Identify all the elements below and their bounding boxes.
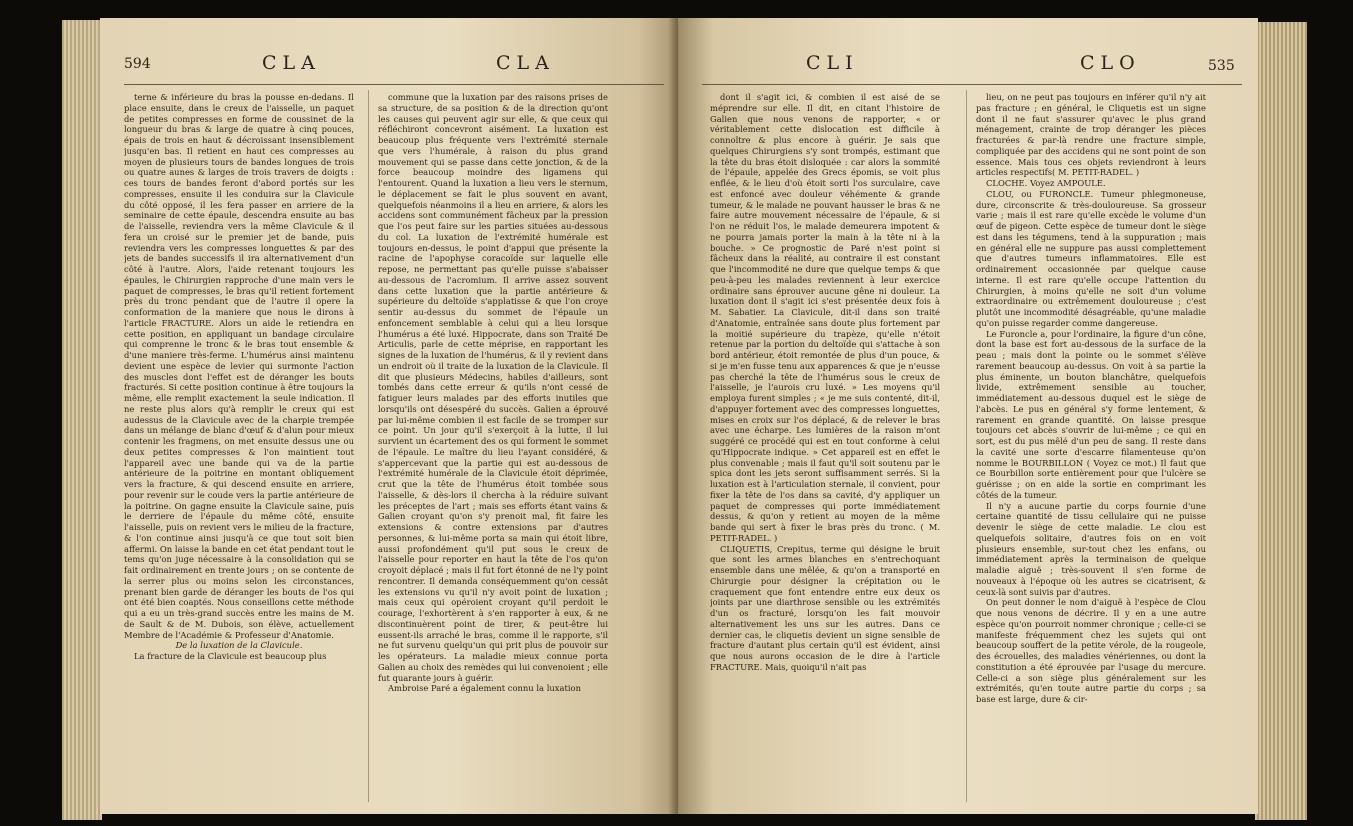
paragraph: Ambroise Paré a également connu la luxation xyxy=(388,683,581,694)
paragraph: dont il s'agit ici, & combien il est aisé de se méprendre sur elle. Il dit, en citant l'histoire de Galien que nous venons de rapporter, « or véritablement cette dislocation est difficile à connoître & plus encore à guérir. Je sais que quelques Chirurgiens s'y sont trompés, estimant que la tête du bras étoit disloquée : car alors la sommité de l'épaule, appelée des Grecs épomis, se voit plus enflée, & le lieu d'où étoit sorti l'os surculaire, cave est enfoncé avec douleur véhémente & grande tumeur, & le malade ne pouvant hausser le bras & ne faire autre mouvement nécessaire de l'épaule, & si l'on ne réduit l'os, le malade demeurera impotent & ne pourra jamais porter la main à la tête ni à la bouche. » Ce prognostic de Paré n'est point si fâcheux dans la réalité, au contraire il est constant que l'incommodité ne dure que quelque temps & que peu-à-peu les malades reviennent à leur exercice ordinaire sans éprouver aucune gêne ni douleur. La luxation dont il s'agit ici s'est présentée deux fois à M. Sabatier. La Clavicule, dit-il dans son traité d'Anatomie, entraînée sans doute plus fortement par la moitié supérieure du trapèze, qu'elle n'étoit retenue par la portion du deltoïde qui s'attache à son bord antérieur, étoit remontée de plus d'un pouce, & si je m'en fusse tenu aux apparences & que je n'eusse pas cherché la tête de l'humérus sous le creux de l'aisselle, je l'aurois cru luxé. » Les moyens qu'il employa furent simples ; « je me suis contenté, dit-il, d'appuyer fortement avec des compresses longuettes, mises en croix sur l'os déplacé, & de relever le bras avec une écharpe. Les lumières de la raison m'ont suggéré ce procédé qui est en tout conforme à celui qu'Hippocrate indique. » Cet appareil est en effet le plus convenable ; mais il faut qu'il soit soutenu par le spica dont les jets seront suffisamment serrés. Si la luxation est à l'articulation sternale, il convient, pour fixer la tête de l'os dans sa cavité, d'y appliquer un paquet de compresses qui porte immédiatement dessus, & qu'on y retient au moyen de la même bande qui sert à fixer le bras près du tronc. ( M. PETIT-RADEL. ) xyxy=(710,92,940,543)
left-header-rule xyxy=(124,84,664,85)
section-heading: De la luxation de la Clavicule. xyxy=(175,640,303,651)
left-page-number: 594 xyxy=(124,56,151,72)
left-running-headword-2: CLA xyxy=(496,52,555,74)
right-column-2 xyxy=(976,92,1206,804)
paragraph: Le Furoncle a, pour l'ordinaire, la figure d'un cône, dont la base est fort au-dessous de la surface de la peau ; mais dont la pointe ou le sommet s'élève rarement beaucoup au-dessus. On voit à sa partie la plus éminente, un bouton blanchâtre, quelquefois livide, extrêmement sensible au toucher, immédiatement au-dessous duquel est le siège de l'abcès. Le pus en général s'y forme lentement, & rarement en grande quantité. On laisse presque toujours cet abcès s'ouvrir de lui-même ; ce qui en sort, est du pus mêlé d'un peu de sang. Il reste dans la cavité une sorte d'escarre filamenteuse qu'on nomme le BOURBILLON ( Voyez ce mot.) Il faut que ce Bourbillon sorte entièrement pour que l'ulcère se guérisse ; on en aide la sortie en comprimant les côtés de la tumeur. xyxy=(976,328,1206,500)
left-column-1 xyxy=(124,92,354,804)
paragraph: commune que la luxation par des raisons prises de sa structure, de sa position & de la direction qu'ont les causes qui peuvent agir sur elle, & que ceux qui réfléchiront concevront aisément. La luxation est beaucoup plus fréquente vers l'extrémité sternale que vers l'humérale, à raison du plus grand mouvement qui se passe dans cette jonction, & de la force beaucoup moindre des ligamens qui l'entourent. Quand la luxation a lieu vers le sternum, le déplacement se fait le plus souvent en avant, quelquefois néanmoins il a lieu en arriere, & alors les accidens sont communément fâcheux par la pression que l'os peut faire sur les parties situées au-dessous du col. La luxation de l'extrémité humérale est toujours en-dessus, le point d'appui que présente la racine de l'apophyse coracoïde sur laquelle elle repose, ne permettant pas qu'elle puisse s'abaisser au-dessous de l'acromium. Il arrive assez souvent dans cette luxation que la partie antérieure & supérieure du deltoïde s'applatisse & que l'on croye sentir au-dessus du sommet de l'épaule un enfoncement semblable à celui qui a lieu lorsque l'humérus a été luxé. Hippocrate, dans son Traité De Articulis, parle de cette méprise, en rapportant les signes de la luxation de l'humérus, & il y revient dans un endroit où il traite de la luxation de la Clavicule. Il dit que plusieurs Médecins, habiles d'ailleurs, sont tombés dans cette erreur & qu'ils n'ont cessé de fatiguer leurs malades par des efforts inutiles que lorsqu'ils ont désespéré du succès. Galien a éprouvé par lui-même combien il est facile de se tromper sur ce point. Un jour qu'il s'exerçoit à la lutte, il lui survient un écartement des os qui forment le sommet de l'épaule. Le maître du lieu l'ayant considéré, & s'appercevant que la partie qui est au-dessous de l'extrémité humérale de la Clavicule étoit déprimée, crut que la tête de l'humérus étoit tombée sous l'aisselle, & dès-lors il chercha à la réduire suivant les préceptes de l'art ; mais ses efforts étant vains & Galien croyant qu'on s'y prenoit mal, fit faire les extensions & contre extensions par d'autres personnes, & lui-même porta sa main qui étoit libre, aussi profondément qu'il put sous le creux de l'aisselle pour reporter en haut la tête de l'os qu'on croyoit déplacé ; mais il fut fort étonné de ne l'y point rencontrer. Il demanda conséquemment qu'on cessât les extensions vu qu'il n'y avoit point de luxation ; mais ceux qui opéroient croyant qu'il perdoit le courage, l'exhortèrent à s'en rapporter à eux, & ne discontinuèrent point de tirer, & peut-être lui eussent-ils arraché le bras, comme il le rapporte, s'il ne fut survenu quelqu'un qui prit plus de pouvoir sur les opérateurs. La maladie mieux connue porta Galien au choix des remèdes qui lui convenoient ; elle fut quarante jours à guérir. xyxy=(378,92,608,683)
paragraph: CLIQUETIS, Crepitus, terme qui désigne le bruit que sont les armes blanches en s'entrechoquant ensemble dans une mêlée, & qu'on a transporté en Chirurgie pour désigner la crépitation ou le craquement que font entendre entre eux deux os joints par une diarthrose sensible ou les extrémités d'un os fracturé, lorsqu'on les fait mouvoir alternativement les uns sur les autres. Dans ce dernier cas, le cliquetis devient un signe sensible de fracture d'autant plus certain qu'il est évident, ainsi que nous aurons occasion de le dire à l'article FRACTURE. Mais, quoiqu'il n'ait pas xyxy=(710,543,940,672)
right-column-1 xyxy=(710,92,940,804)
left-page-header xyxy=(114,52,674,78)
left-column-2 xyxy=(378,92,608,804)
right-header-rule xyxy=(702,84,1242,85)
entry-crossref: CLOCHE. Voyez AMPOULE. xyxy=(986,178,1106,188)
left-page xyxy=(100,18,678,814)
right-page-header xyxy=(688,52,1254,78)
paragraph: terne & inférieure du bras la pousse en-dedans. Il place ensuite, dans le creux de l'aisselle, un paquet de petites compresses en forme de coussinet de la longueur du bras & large de quatre à cinq pouces, épais de trois en haut & décroissant insensiblement jusqu'en bas. Il retient en haut ces compresses au moyen de plusieurs tours de bandes longues de trois ou quatre aunes & larges de trois travers de doigts : ces tours de bandes feront d'abord portés sur les compresses, ensuite il les conduira sur la Clavicule du côté opposé, il les fera passer en arriere de la seminaire de cette épaule, descendra ensuite au bas de l'aisselle, reviendra vers la même Clavicule & il fera un croisé sur le premier jet de bande, puis reviendra vers les compresses longuettes & par des jets de bandes successifs il ira alternativement d'un côté à l'autre. Alors, l'aide retenant toujours les épaules, le Chirurgien rapproche d'une main vers le paquet de compresses, le bras qu'il retient fortement près du tronc pendant que de l'autre il opere la conformation de la maniere que nous le dirons à l'article FRACTURE. Alors un aide le retiendra en cette position, en appliquant un bandage circulaire qui comprenne le tronc & le bras tout ensemble & d'une maniere très-ferme. L'humérus ainsi maintenu devient une espèce de levier qui surmonte l'action des muscles dont l'effet est de déranger les bouts fracturés. Si cette position continue à être toujours la même, elle remplit exactement la seule indication. Il ne reste plus alors qu'à remplir le creux qui est audessus de la Clavicule avec de la charpie trempée dans un mélange de blanc d'œuf & d'alun pour mieux contenir les fragmens, on met ensuite dessus une ou deux petites compresses & l'on maintient tout l'appareil avec une bande qui va de la partie antérieure de la poitrine en montant obliquement vers la fracture, & qui descend ensuite en arriere, pour revenir sur le coude vers la partie antérieure de la poitrine. On gagne ensuite la Clavicule saine, puis le derriere de l'épaule du même côté, ensuite l'aisselle, puis on revient vers le milieu de la fracture, & l'on continue ainsi jusqu'à ce que tout soit bien affermi. On laisse la bande en cet état pendant tout le tems qu'on juge nécessaire à la consolidation qui se fait ordinairement en trente jours ; on se contente de la serrer plus ou moins selon les circonstances, prenant bien garde de déranger les bouts de l'os qui ont été bien coaptés. Nous conseillons cette méthode qui a eu un très-grand succès entre les mains de M. de Sault & de M. Dubois, son élève, actuellement Membre de l'Académie & Professeur d'Anatomie. xyxy=(124,92,354,640)
column-divider xyxy=(368,90,369,802)
right-running-headword: CLI xyxy=(806,52,859,74)
paragraph: CLOU, ou FURONCLE. Tumeur phlegmoneuse, dure, circonscrite & très-douloureuse. Sa grosseur varie ; mais il est rare qu'elle excède le volume d'un œuf de pigeon. Cette espèce de tumeur dont le siège est dans les tégumens, tend à la suppuration ; mais en général elle ne suppure pas aussi complettement que d'autres tumeurs inflammatoires. Elle est ordinairement occasionnée par quelque cause interne. Il est rare qu'elle occupe l'attention du Chirurgien, à moins qu'elle ne soit d'un volume extraordinaire ou extrêmement douloureuse ; c'est plutôt une incommodité désagréable, qu'une maladie qu'on puisse regarder comme dangereuse. xyxy=(976,188,1206,328)
page-stack-left xyxy=(62,20,102,820)
left-running-headword: CLA xyxy=(262,52,321,74)
paragraph: La fracture de la Clavicule est beaucoup plus xyxy=(134,651,327,661)
paragraph: Il n'y a aucune partie du corps fournie d'une certaine quantité de tissu cellulaire qui ne puisse devenir le siège de cette maladie. Le clou est quelquefois solitaire, d'autres fois on en voit plusieurs ensemble, sur-tout chez les enfans, ou immédiatement après la terminaison de quelque maladie aiguë ; très-souvent il s'en forme de nouveaux à l'époque où les autres se cicatrisent, & ceux-là sont suivis par d'autres. xyxy=(976,500,1206,597)
right-page xyxy=(678,18,1258,814)
right-page-number: 535 xyxy=(1208,58,1235,74)
paragraph: lieu, on ne peut pas toujours en inférer qu'il n'y ait pas fracture ; en général, le Cliquetis est un signe dont il ne faut s'assurer qu'avec le plus grand ménagement, crainte de trop déranger les pièces fracturées & par-là rendre une fracture simple, compliquée par des accidens qui ne sont point de son essence. Mais tous ces objets reviendront à leurs articles respectifs( M. PETIT-RADEL. ) xyxy=(976,92,1206,178)
right-running-headword-2: CLO xyxy=(1080,52,1141,74)
page-stack-right xyxy=(1255,22,1307,820)
column-divider xyxy=(966,90,967,802)
paragraph: On peut donner le nom d'aiguë à l'espèce de Clou que nous venons de décrire. Il y en a une autre espèce qu'on pourroit nommer chronique ; celle-ci se manifeste fréquemment chez les sujets qui ont beaucoup souffert de la petite vérole, de la rougeole, des écrouelles, des maladies vénériennes, ou dont la constitution a été éprouvée par l'usage du mercure. Celle-ci a son siège plus généralement sur les extrémités, qu'en toute autre partie du corps ; sa base est large, dure & cir- xyxy=(976,597,1206,704)
